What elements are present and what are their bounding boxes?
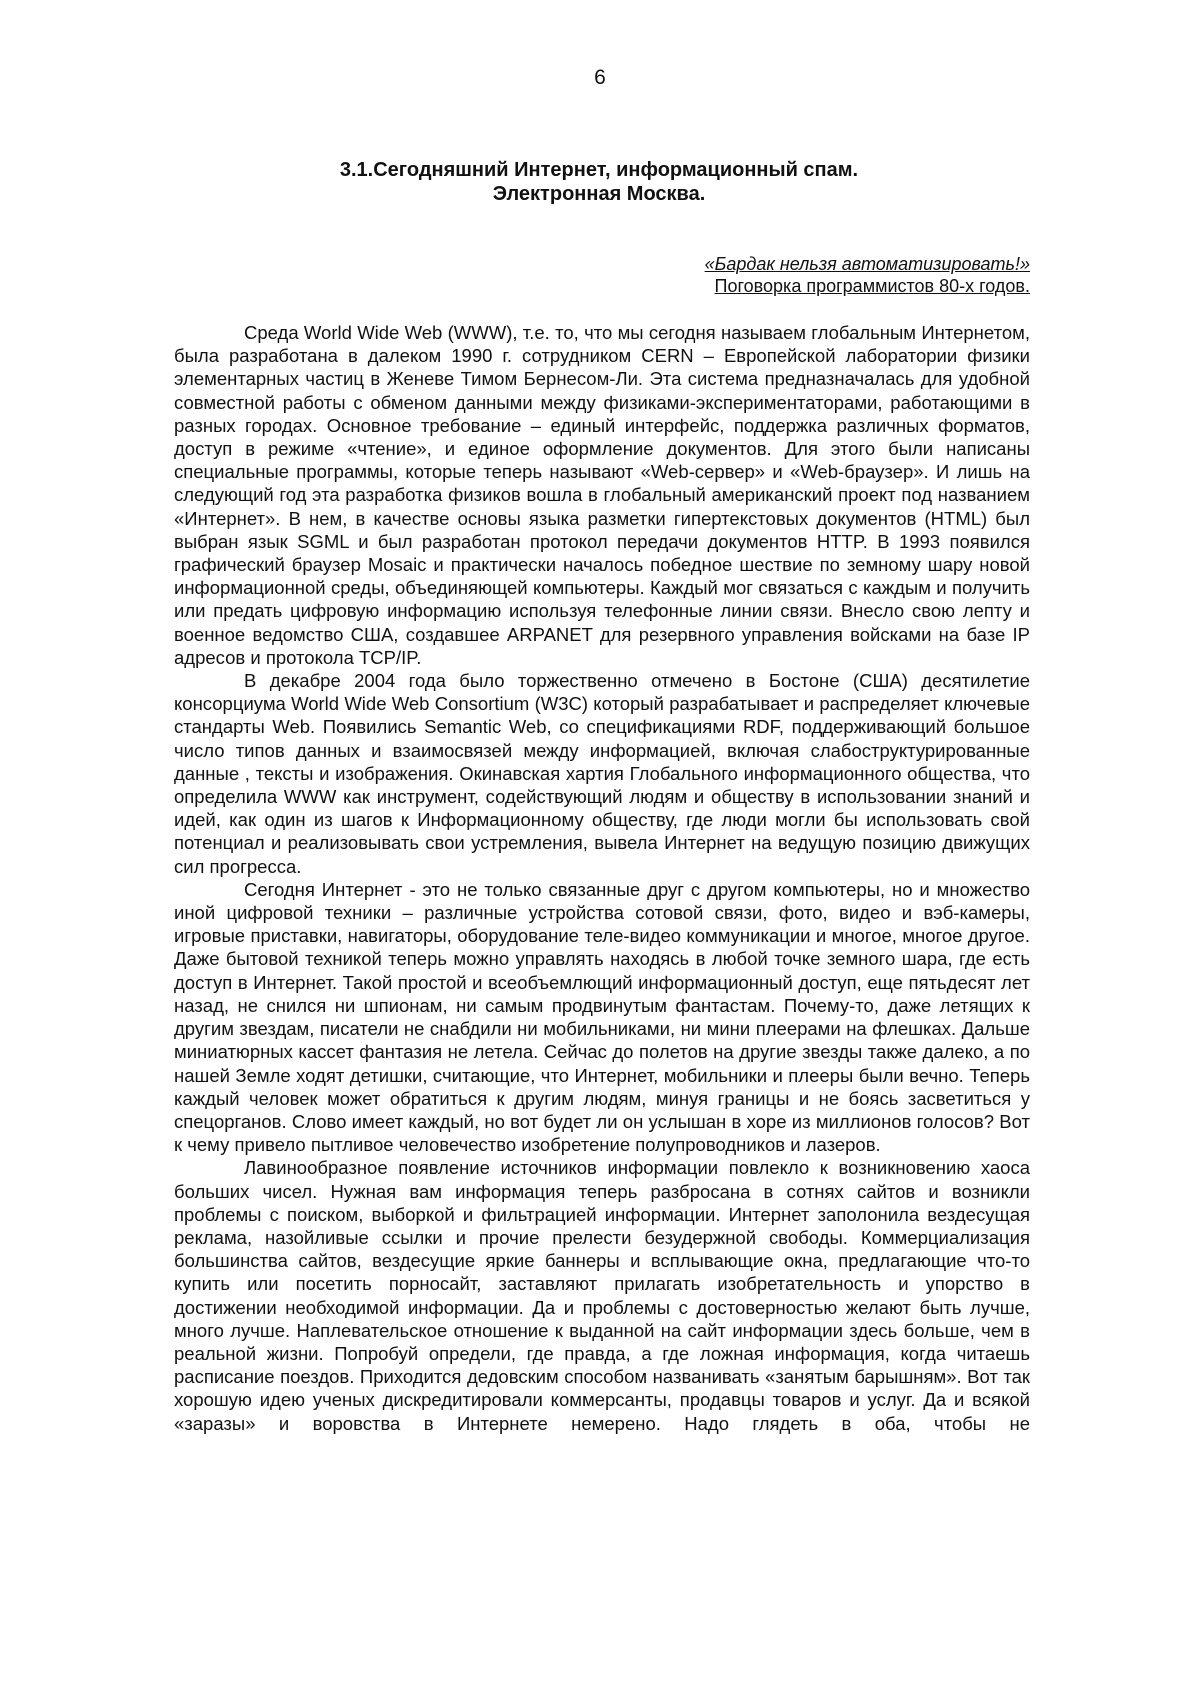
section-heading-line-2: Электронная Москва. [492,183,706,205]
epigraph [174,253,1030,297]
paragraph: Среда World Wide Web (WWW), т.е. то, что мы сегодня называем глобальным Интернетом, была разработана в далеком 1990 г. сотрудником CERN – Европейской лаборатории физики элементарных частиц в Женеве Тимом Бернесом-Ли. Эта система предназначалась для удобной совместной работы с обменом данными между физиками-экспериментаторами, работающими в разных городах. Основное требование – единый интерфейс, поддержка различных форматов, доступ в режиме «чтение», и единое оформление документов. Для этого были написаны специальные программы, которые теперь называют «Web-сервер» и «Web-браузер». И лишь на следующий год эта разработка физиков вошла в глобальный американский проект под названием «Интернет». В нем, в качестве основы языка разметки гипертекстовых документов (HTML) был выбран язык SGML и был разработан протокол передачи документов HTTP. В 1993 появился графический браузер Mosaic и практически началось победное шествие по земному шару новой информационной среды, объединяющей компьютеры. Каждый мог связаться с каждым и получить или предать цифровую информацию используя телефонные линии связи. Внесло свою лепту и военное ведомство США, создавшее ARPANET для резервного управления войсками на базе IP адресов и протокола TCP/IP. [174,322,1030,668]
page-number: 6 [594,66,606,89]
paragraph: Сегодня Интернет - это не только связанные друг с другом компьютеры, но и множество иной цифровой техники – различные устройства сотовой связи, фото, видео и вэб-камеры, игровые приставки, навигаторы, оборудование теле-видео коммуникации и многое, многое другое. Даже бытовой техникой теперь можно управлять находясь в любой точке земного шара, где есть доступ в Интернет. Такой простой и всеобъемлющий информационный доступ, еще пятьдесят лет назад, не снился ни шпионам, ни самым продвинутым фантастам. Почему-то, даже летящих к другим звездам, писатели не снабдили ни мобильниками, ни мини плеерами на флешках. Дальше миниатюрных кассет фантазия не летела. Сейчас до полетов на другие звезды также далеко, а по нашей Земле ходят детишки, считающие, что Интернет, мобильники и плееры были вечно. Теперь каждый человек может обратиться к другим людям, минуя границы и не боясь засветиться у спецорганов. Слово имеет каждый, но вот будет ли он услышан в хоре из миллионов голосов? Вот к чему привело пытливое человечество изобретение полупроводников и лазеров. [174,878,1030,1156]
body-text [174,321,1030,1435]
paragraph: В декабре 2004 года было торжественно отмечено в Бостоне (США) десятилетие консорциума World Wide Web Consortium (W3C) который разрабатывает и распределяет ключевые стандарты Web. Появились Semantic Web, со спецификациями RDF, поддерживающий большое число типов данных и взаимосвязей между информацией, включая слабоструктурированные данные , тексты и изображения. Окинавская хартия Глобального информационного общества, что определила WWW как инструмент, содействующий людям и обществу в использовании знаний и идей, как один из шагов к Информационному обществу, где люди могли бы использовать свой потенциал и реализовывать свои устремления, вывела Интернет на ведущую позицию движущих сил прогресса. [174,670,1030,877]
section-heading-line-1: 3.1.Сегодняшний Интернет, информационный спам. [339,159,859,181]
section-heading [174,158,1024,206]
epigraph-quote: «Бардак нельзя автоматизировать!» [704,254,1030,274]
epigraph-source: Поговорка программистов 80-х годов. [714,276,1030,296]
paragraph: Лавинообразное появление источников информации повлекло к возникновению хаоса больших чисел. Нужная вам информация теперь разбросана в сотнях сайтов и возникли проблемы с поиском, выборкой и фильтрацией информации. Интернет заполонила вездесущая реклама, назойливые ссылки и прочие прелести безудержной свободы. Коммерциализация большинства сайтов, вездесущие яркие баннеры и всплывающие окна, предлагающие что-то купить или посетить порносайт, заставляют прилагать изобретательность и упорство в достижении необходимой информации. Да и проблемы с достоверностью желают быть лучше, много лучше. Наплевательское отношение к выданной на сайт информации здесь больше, чем в реальной жизни. Попробуй определи, где правда, а где ложная информация, когда читаешь расписание поездов. Приходится дедовским способом названивать «занятым барышням». Вот так хорошую идею ученых дискредитировали коммерсанты, продавцы товаров и услуг. Да и всякой «заразы» и воровства в Интернете немерено. Надо глядеть в оба, чтобы не [174,1157,1030,1434]
